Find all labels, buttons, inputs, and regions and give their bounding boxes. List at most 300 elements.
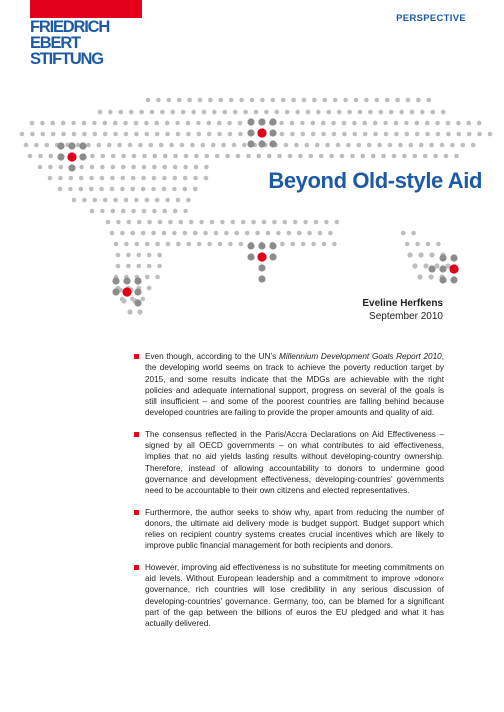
map-dot — [97, 143, 102, 148]
map-dot — [72, 132, 77, 137]
map-dot — [72, 198, 77, 203]
map-dot — [277, 154, 282, 159]
map-dot — [441, 110, 446, 115]
map-dot — [183, 187, 188, 192]
map-dot — [262, 220, 267, 225]
map-dot — [30, 121, 35, 126]
map-dot — [381, 154, 386, 159]
map-dot — [291, 242, 296, 247]
map-dot — [61, 121, 66, 126]
map-dot — [147, 264, 152, 269]
map-dot — [242, 143, 247, 148]
map-dot — [197, 132, 202, 137]
map-dot — [189, 220, 194, 225]
map-dot — [155, 132, 160, 137]
map-dot — [121, 154, 126, 159]
map-dot — [283, 220, 288, 225]
map-dot — [68, 142, 75, 149]
map-dot — [152, 165, 157, 170]
map-dot — [92, 121, 97, 126]
map-dot — [131, 209, 136, 214]
map-dot — [155, 121, 160, 126]
map-dot — [134, 299, 141, 306]
map-dot — [257, 128, 266, 137]
map-dot — [38, 165, 43, 170]
map-dot — [264, 110, 269, 115]
map-dot — [269, 253, 276, 260]
map-dot — [343, 98, 348, 103]
map-dot — [363, 132, 368, 137]
map-dot — [100, 165, 105, 170]
map-dot — [127, 220, 132, 225]
map-dot — [404, 121, 409, 126]
map-dot — [111, 165, 116, 170]
map-dot — [207, 121, 212, 126]
map-dot — [122, 287, 131, 296]
map-dot — [238, 132, 243, 137]
map-dot — [107, 143, 112, 148]
map-dot — [309, 154, 314, 159]
map-dot — [48, 165, 53, 170]
map-dot — [321, 132, 326, 137]
map-dot — [384, 132, 389, 137]
map-dot — [155, 275, 160, 280]
map-dot — [405, 242, 410, 247]
map-dot — [141, 176, 146, 181]
map-dot — [142, 154, 147, 159]
logo-line-3: STIFTUNG — [30, 50, 103, 68]
map-dot — [173, 209, 178, 214]
map-dot — [318, 231, 323, 236]
map-dot — [38, 154, 43, 159]
map-dot — [173, 176, 178, 181]
map-dot — [79, 187, 84, 192]
map-dot — [137, 309, 142, 314]
map-dot — [101, 154, 106, 159]
map-dot — [269, 129, 276, 136]
map-dot — [113, 132, 118, 137]
map-dot — [145, 198, 150, 203]
map-dot — [79, 153, 86, 160]
map-dot — [251, 220, 256, 225]
map-dot — [186, 132, 191, 137]
map-dot — [194, 154, 199, 159]
map-dot — [321, 121, 326, 126]
map-dot — [93, 132, 98, 137]
map-dot — [214, 231, 219, 236]
map-dot — [402, 154, 407, 159]
map-dot — [116, 220, 121, 225]
map-dot — [347, 110, 352, 115]
map-dot — [394, 121, 399, 126]
map-dot — [238, 121, 243, 126]
map-dot — [124, 198, 129, 203]
map-dot — [439, 276, 446, 283]
map-dot — [385, 98, 390, 103]
map-dot — [59, 165, 64, 170]
map-dot — [163, 154, 168, 159]
bullet-square-icon — [134, 510, 139, 515]
map-dot — [388, 143, 393, 148]
map-dot — [146, 98, 151, 103]
map-dot — [162, 231, 167, 236]
map-dot — [100, 209, 105, 214]
map-dot — [190, 143, 195, 148]
map-dot — [197, 242, 202, 247]
map-dot — [467, 121, 472, 126]
map-dot — [89, 176, 94, 181]
map-dot — [58, 176, 63, 181]
map-dot — [329, 154, 334, 159]
map-dot — [415, 242, 420, 247]
map-dot — [368, 110, 373, 115]
map-dot — [67, 152, 76, 161]
map-dot — [145, 275, 150, 280]
map-dot — [239, 242, 244, 247]
map-dot — [147, 253, 152, 258]
map-dot — [120, 187, 125, 192]
map-dot — [160, 110, 165, 115]
map-dot — [392, 154, 397, 159]
map-dot — [93, 198, 98, 203]
map-dot — [149, 143, 154, 148]
map-dot — [111, 209, 116, 214]
map-dot — [134, 121, 139, 126]
map-dot — [247, 242, 254, 249]
map-dot — [302, 98, 307, 103]
map-dot — [255, 231, 260, 236]
map-dot — [257, 154, 262, 159]
map-dot — [439, 254, 446, 261]
map-dot — [258, 275, 265, 282]
map-dot — [204, 176, 209, 181]
map-dot — [144, 121, 149, 126]
map-dot — [157, 264, 162, 269]
bullet-item — [134, 562, 444, 630]
dotted-world-map — [0, 0, 504, 330]
map-dot — [68, 187, 73, 192]
map-dot — [245, 231, 250, 236]
map-dot — [346, 143, 351, 148]
map-dot — [416, 98, 421, 103]
map-dot — [411, 231, 416, 236]
map-dot — [254, 110, 259, 115]
map-dot — [241, 220, 246, 225]
map-dot — [69, 176, 74, 181]
map-dot — [413, 154, 418, 159]
map-dot — [232, 143, 237, 148]
map-dot — [294, 143, 299, 148]
map-dot — [247, 129, 254, 136]
map-dot — [456, 121, 461, 126]
map-dot — [57, 142, 64, 149]
map-dot — [239, 98, 244, 103]
map-dot — [152, 176, 157, 181]
map-dot — [177, 98, 182, 103]
map-dot — [193, 176, 198, 181]
map-dot — [290, 121, 295, 126]
map-dot — [183, 209, 188, 214]
map-dot — [336, 143, 341, 148]
map-dot — [172, 187, 177, 192]
map-dot — [187, 98, 192, 103]
map-dot — [199, 220, 204, 225]
map-dot — [350, 154, 355, 159]
map-dot — [142, 209, 147, 214]
map-dot — [287, 231, 292, 236]
map-dot — [379, 110, 384, 115]
map-dot — [131, 176, 136, 181]
map-dot — [131, 231, 136, 236]
map-dot — [173, 154, 178, 159]
map-dot — [218, 242, 223, 247]
map-dot — [110, 231, 115, 236]
map-dot — [281, 98, 286, 103]
map-dot — [162, 187, 167, 192]
map-dot — [155, 242, 160, 247]
map-dot — [89, 187, 94, 192]
map-dot — [429, 252, 434, 257]
map-dot — [332, 132, 337, 137]
map-dot — [271, 98, 276, 103]
map-dot — [153, 154, 158, 159]
map-dot — [409, 143, 414, 148]
map-dot — [20, 132, 25, 137]
map-dot — [333, 98, 338, 103]
map-dot — [40, 121, 45, 126]
map-dot — [196, 121, 201, 126]
map-dot — [58, 187, 63, 192]
map-dot — [323, 98, 328, 103]
map-dot — [217, 121, 222, 126]
map-dot — [415, 132, 420, 137]
map-dot — [90, 209, 95, 214]
map-dot — [258, 118, 265, 125]
map-dot — [108, 110, 113, 115]
map-dot — [41, 132, 46, 137]
map-dot — [165, 121, 170, 126]
map-dot — [228, 132, 233, 137]
map-dot — [290, 132, 295, 137]
map-dot — [219, 98, 224, 103]
map-dot — [394, 132, 399, 137]
map-dot — [450, 276, 457, 283]
map-dot — [373, 121, 378, 126]
bullet-text: Furthermore, the author seeks to show why, apart from reducing the number of donors, the ultimate aid delivery mode is budget support. Budget support which relies on recipient country systems creates crucial incentives which are likely to improve public financial management for both recipients and donors. — [145, 507, 444, 551]
map-dot — [157, 253, 162, 258]
map-dot — [165, 198, 170, 203]
map-dot — [112, 277, 119, 284]
map-dot — [435, 121, 440, 126]
map-dot — [291, 98, 296, 103]
map-dot — [141, 231, 146, 236]
map-dot — [450, 254, 457, 261]
bullet-square-icon — [134, 432, 139, 437]
map-dot — [307, 231, 312, 236]
map-dot — [280, 242, 285, 247]
map-dot — [166, 242, 171, 247]
map-dot — [48, 176, 53, 181]
map-dot — [311, 132, 316, 137]
map-dot — [124, 132, 129, 137]
bullet-square-icon — [134, 354, 139, 359]
map-dot — [141, 297, 146, 302]
map-dot — [298, 154, 303, 159]
map-dot — [193, 231, 198, 236]
map-dot — [120, 231, 125, 236]
map-dot — [82, 132, 87, 137]
map-dot — [138, 143, 143, 148]
map-dot — [428, 274, 433, 279]
map-dot — [183, 176, 188, 181]
page-title: Beyond Old-style Aid — [268, 168, 482, 193]
map-dot — [322, 242, 327, 247]
map-dot — [415, 121, 420, 126]
map-dot — [113, 121, 118, 126]
map-dot — [371, 154, 376, 159]
map-dot — [116, 253, 121, 258]
map-dot — [121, 165, 126, 170]
map-dot — [34, 143, 39, 148]
map-dot — [208, 98, 213, 103]
map-dot — [243, 110, 248, 115]
map-dot — [103, 132, 108, 137]
map-dot — [363, 121, 368, 126]
map-dot — [162, 176, 167, 181]
map-dot — [155, 198, 160, 203]
map-dot — [233, 110, 238, 115]
map-dot — [279, 121, 284, 126]
logo-line-2: EBERT — [30, 34, 80, 52]
map-dot — [142, 165, 147, 170]
map-dot — [221, 143, 226, 148]
map-dot — [367, 143, 372, 148]
map-dot — [335, 220, 340, 225]
map-dot — [444, 154, 449, 159]
map-dot — [258, 242, 265, 249]
map-dot — [82, 121, 87, 126]
map-dot — [269, 140, 276, 147]
map-dot — [258, 140, 265, 147]
map-dot — [276, 231, 281, 236]
map-dot — [337, 110, 342, 115]
map-dot — [352, 121, 357, 126]
map-dot — [258, 264, 265, 271]
map-dot — [145, 242, 150, 247]
map-dot — [477, 121, 482, 126]
map-dot — [418, 252, 423, 257]
map-dot — [121, 209, 126, 214]
map-dot — [193, 187, 198, 192]
map-dot — [266, 231, 271, 236]
map-dot — [176, 242, 181, 247]
map-dot — [173, 165, 178, 170]
map-dot — [126, 264, 131, 269]
map-dot — [179, 220, 184, 225]
map-dot — [227, 121, 232, 126]
map-dot — [172, 231, 177, 236]
map-dot — [288, 154, 293, 159]
map-dot — [306, 110, 311, 115]
map-dot — [436, 132, 441, 137]
map-dot — [311, 242, 316, 247]
map-dot — [184, 154, 189, 159]
map-dot — [139, 110, 144, 115]
map-dot — [423, 263, 428, 268]
map-dot — [145, 132, 150, 137]
map-dot — [129, 110, 134, 115]
map-dot — [180, 143, 185, 148]
map-dot — [24, 143, 29, 148]
map-dot — [151, 231, 156, 236]
map-dot — [123, 277, 130, 284]
map-dot — [419, 143, 424, 148]
map-dot — [433, 154, 438, 159]
map-dot — [364, 98, 369, 103]
map-dot — [141, 187, 146, 192]
map-dot — [79, 176, 84, 181]
bullet-text-start: Even though, according to the UN’s — [145, 352, 280, 361]
map-dot — [412, 263, 417, 268]
map-dot — [331, 121, 336, 126]
map-dot — [223, 110, 228, 115]
map-dot — [389, 110, 394, 115]
map-dot — [132, 154, 137, 159]
map-dot — [342, 121, 347, 126]
map-dot — [113, 198, 118, 203]
bullet-item — [134, 507, 444, 552]
map-dot — [439, 265, 446, 272]
map-dot — [429, 143, 434, 148]
map-dot — [131, 187, 136, 192]
map-dot — [121, 298, 126, 303]
map-dot — [183, 231, 188, 236]
map-dot — [332, 242, 337, 247]
map-dot — [440, 143, 445, 148]
bullet-text: However, improving aid effectiveness is no substitute for meeting commitments on aid levels. Without European leadership and a commitment to improve »donor« governance, rich countries will lose credibility in any serious discussion of developing-countries’ governance. Germany, too, can be blamed for a significant part of the gap between the billions of euros the EU pledged and what it has actually delivered. — [145, 562, 444, 629]
map-dot — [137, 253, 142, 258]
map-dot — [353, 132, 358, 137]
map-dot — [114, 242, 119, 247]
logo-line-1: FRIEDRICH — [30, 18, 110, 36]
map-dot — [151, 187, 156, 192]
map-dot — [247, 253, 254, 260]
map-dot — [280, 132, 285, 137]
map-dot — [163, 209, 168, 214]
map-dot — [169, 143, 174, 148]
map-dot — [325, 143, 330, 148]
map-dot — [134, 277, 141, 284]
map-dot — [126, 253, 131, 258]
map-dot — [168, 220, 173, 225]
map-dot — [167, 98, 172, 103]
map-dot — [272, 220, 277, 225]
map-dot — [90, 154, 95, 159]
map-dot — [103, 121, 108, 126]
map-dot — [454, 154, 459, 159]
map-dot — [100, 176, 105, 181]
map-dot — [156, 98, 161, 103]
map-dot — [79, 142, 86, 149]
map-dot — [51, 121, 56, 126]
map-dot — [319, 154, 324, 159]
map-dot — [425, 132, 430, 137]
map-dot — [426, 242, 431, 247]
map-dot — [135, 242, 140, 247]
map-dot — [202, 110, 207, 115]
map-dot — [300, 121, 305, 126]
map-dot — [137, 264, 142, 269]
